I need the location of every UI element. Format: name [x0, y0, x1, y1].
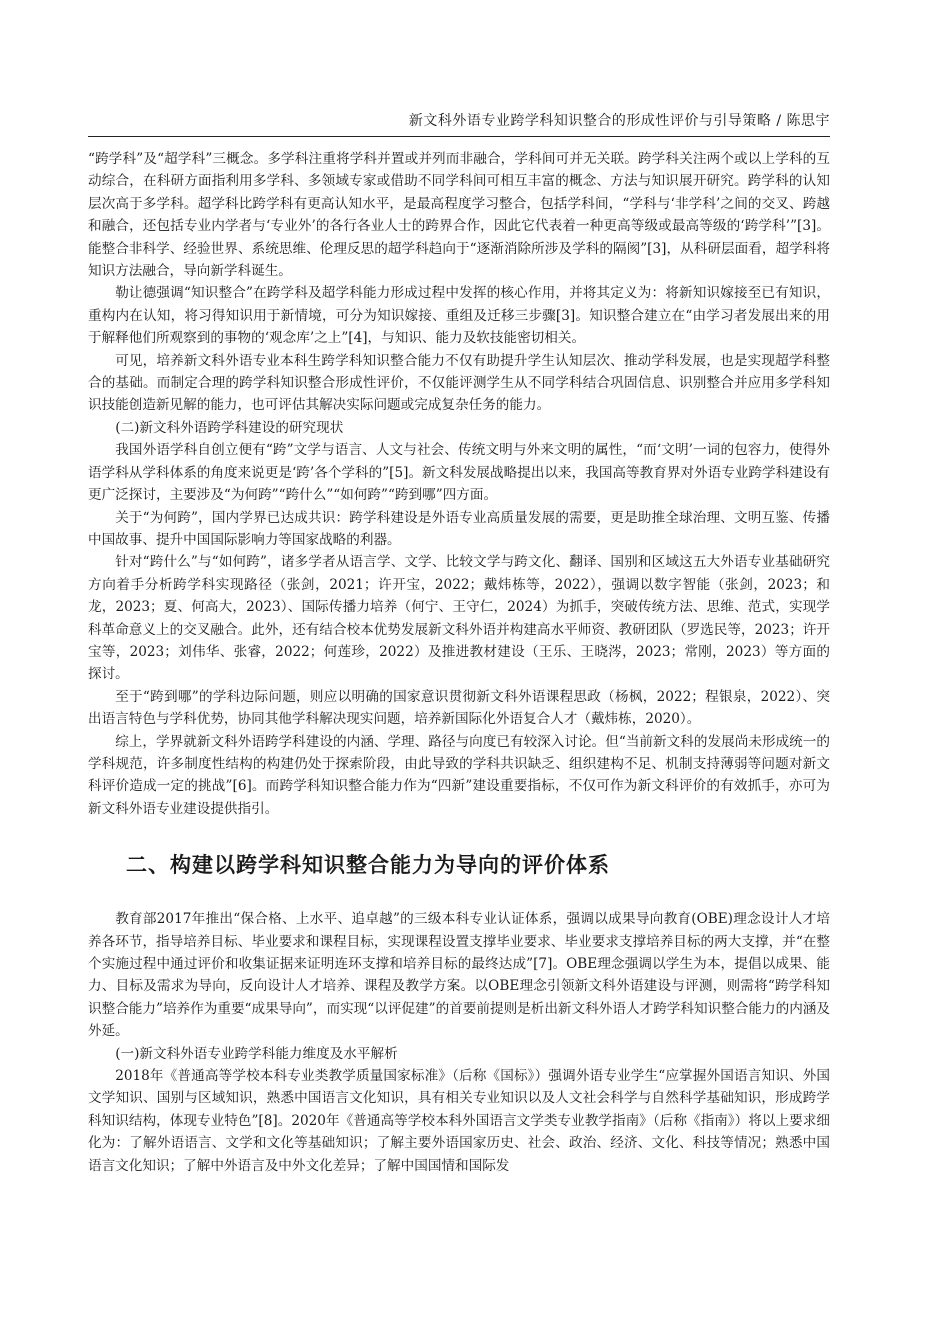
body-paragraph: 我国外语学科自创立便有“跨”文学与语言、人文与社会、传统文明与外来文明的属性，“而‘文明’一词的包容力，使得外语学科从学科体系的角度来说更是‘跨’各个学科的”[5]。新文科发展战略提出以来，我国高等教育界对外语专业跨学科建设有更广泛探讨，主要涉及“为何跨”“跨什么”“如何跨”“跨到哪”四方面。: [88, 442, 830, 504]
body-paragraph: 可见，培养新文科外语专业本科生跨学科知识整合能力不仅有助提升学生认知层次、推动学科发展，也是实现超学科整合的基础。而制定合理的跨学科知识整合形成性评价，不仅能评测学生从不同学科结合巩固信息、识别整合并应用多学科知识技能创造新见解的能力，也可评估其解决实际问题或完成复杂任务的能力。: [88, 352, 830, 414]
section-heading: 二、构建以跨学科知识整合能力为导向的评价体系: [126, 852, 610, 878]
header-rule: [88, 136, 830, 137]
body-paragraph: 针对“跨什么”与“如何跨”，诸多学者从语言学、文学、比较文学与跨文化、翻译、国别和区域这五大外语专业基础研究方向着手分析跨学科实现路径（张剑，2021；许开宝，2022；戴炜栋等，2022），强调以数字智能（张剑，2023；和龙，2023；夏、何高大，2023）、国际传播力培养（何宁、王守仁，2024）为抓手，突破传统方法、思维、范式，实现学科革命意义上的交叉融合。此外，还有结合校本优势发展新文科外语并构建高水平师资、教研团队（罗选民等，2023；许开宝等，2023；刘伟华、张睿，2022；何莲珍，2022）及推进教材建设（王乐、王晓涔，2023；常刚，2023）等方面的探讨。: [88, 554, 830, 683]
body-paragraph: 勒让德强调“知识整合”在跨学科及超学科能力形成过程中发挥的核心作用，并将其定义为：将新知识嫁接至已有知识，重构内在认知，将习得知识用于新情境，可分为知识嫁接、重组及迁移三步骤[3]。知识整合建立在“由学习者发展出来的用于解释他们所观察到的事物的‘观念库’之上”[4]，与知识、能力及软技能密切相关。: [88, 285, 830, 347]
body-paragraph: 综上，学界就新文科外语跨学科建设的内涵、学理、路径与向度已有较深入讨论。但“当前新文科的发展尚未形成统一的学科规范，许多制度性结构的构建仍处于探索阶段，由此导致的学科共识缺乏、组织建构不足、机制支持薄弱等问题对新文科评价造成一定的挑战”[6]。而跨学科知识整合能力作为“四新”建设重要指标，不仅可作为新文科评价的有效抓手，亦可为新文科外语专业建设提供指引。: [88, 733, 830, 817]
subsection-title: (一)新文科外语专业跨学科能力维度及水平解析: [115, 1045, 398, 1062]
body-paragraph: 2018年《普通高等学校本科专业类教学质量国家标准》（后称《国标》）强调外语专业学生“应掌握外国语言知识、外国文学知识、国别与区域知识，熟悉中国语言文化知识，具有相关专业知识以及人文社会科学与自然科学基础知识，形成跨学科知识结构，体现专业特色”[8]。2020年《普通高等学校本科外国语言文学类专业教学指南》（后称《指南》）将以上要求细化为：了解外语语言、文学和文化等基础知识；了解主要外语国家历史、社会、政治、经济、文化、科技等情况；熟悉中国语言文化知识；了解中外语言及中外文化差异；了解中国国情和国际发: [88, 1068, 830, 1174]
article-body: [88, 148, 830, 1177]
body-paragraph: 教育部2017年推出“保合格、上水平、追卓越”的三级本科专业认证体系，强调以成果导向教育(OBE)理念设计人才培养各环节，指导培养目标、毕业要求和课程目标，实现课程设置支撑毕业要求、毕业要求支撑培养目标的两大支撑，并“在整个实施过程中通过评价和收集证据来证明连环支撑和培养目标的最终达成”[7]。OBE理念强调以学生为本，提倡以成果、能力、目标及需求为导向，反向设计人才培养、课程及教学方案。以OBE理念引领新文科外语建设与评测，则需将“跨学科知识整合能力”培养作为重要“成果导向”，而实现“以评促建”的首要前提则是析出新文科外语人才跨学科知识整合能力的内涵及外延。: [88, 911, 830, 1040]
body-paragraph: “跨学科”及“超学科”三概念。多学科注重将学科并置或并列而非融合，学科间可并无关联。跨学科关注两个或以上学科的互动综合，在科研方面指利用多学科、多领域专家或借助不同学科间可相互丰富的概念、方法与知识展开研究。跨学科的认知层次高于多学科。超学科比跨学科有更高认知水平，是最高程度学习整合，包括学科间，“学科与‘非学科’之间的交叉、跨越和融合，还包括专业内学者与‘专业外’的各行各业人士的跨界合作，因此它代表着一种更高等级或最高等级的‘跨学科’”[3]。能整合非科学、经验世界、系统思维、伦理反思的超学科趋向于“逐渐消除所涉及学科的隔阂”[3]，从科研层面看，超学科将知识方法融合，导向新学科诞生。: [88, 151, 830, 280]
body-paragraph: 至于“跨到哪”的学科边际问题，则应以明确的国家意识贯彻新文科外语课程思政（杨枫，2022；程银泉，2022）、突出语言特色与学科优势，协同其他学科解决现实问题，培养新国际化外语复合人才（戴炜栋，2020）。: [88, 688, 830, 728]
subsection-title: (二)新文科外语跨学科建设的研究现状: [115, 419, 344, 436]
running-header: 新文科外语专业跨学科知识整合的形成性评价与引导策略 / 陈思宇: [408, 113, 830, 129]
body-paragraph: 关于“为何跨”，国内学界已达成共识：跨学科建设是外语专业高质量发展的需要，更是助推全球治理、文明互鉴、传播中国故事、提升中国国际影响力等国家战略的利器。: [88, 509, 830, 548]
